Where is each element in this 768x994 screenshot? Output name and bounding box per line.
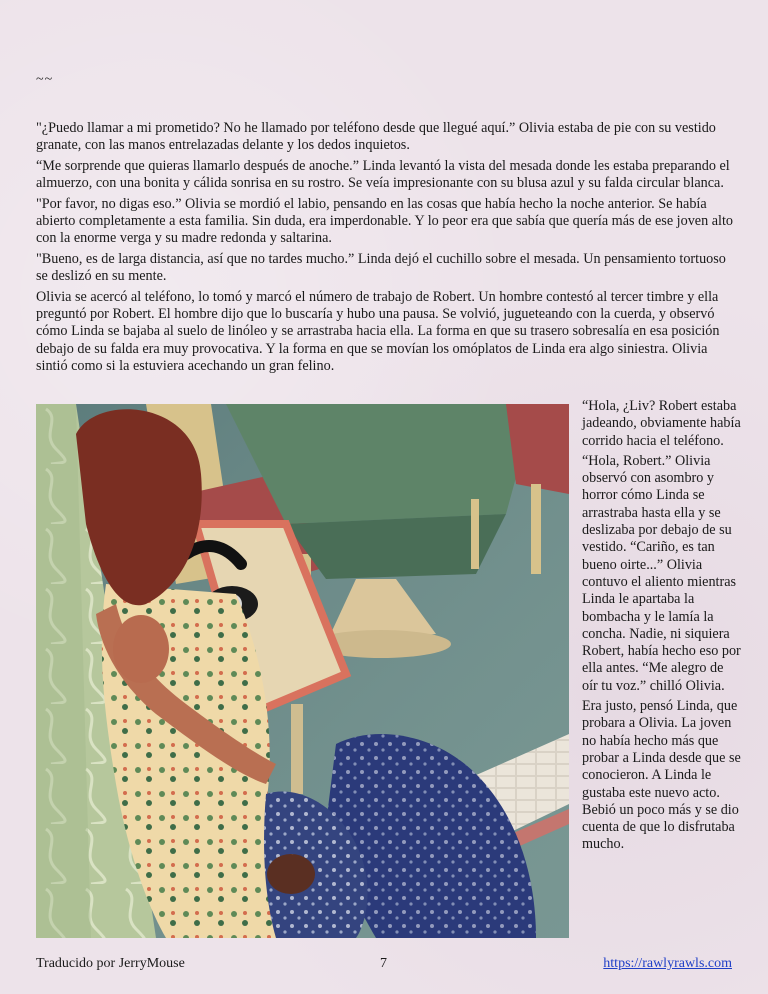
story-text [36, 120, 736, 379]
chair-right-leg [471, 499, 479, 569]
paragraph: "Por favor, no digas eso.” Olivia se mordió el labio, pensando en las cosas que había hecho la noche anterior. Se había abierto completamente a esta familia. Sin duda, era imperdonable. Y lo peor era que sabía que quería más de ese joven alto con la enorme verga y su madre redonda y saltarina. [36, 195, 734, 247]
translator-credit: Traducido por JerryMouse [36, 956, 185, 971]
side-paragraph: Era justo, pensó Linda, que probara a Olivia. La joven no había hecho más que probar a Linda desde que se conocieron. A Linda le gustaba este nuevo acto. Bebió un poco más y se dio cuenta de que lo disfrutaba mucho. [582, 698, 741, 853]
side-paragraph: “Hola, Robert.” Olivia observó con asombro y horror cómo Linda se arrastraba hasta ella y se deslizaba por debajo de su vestido. “Cariño, es tan bueno oirte...” Olivia contuvo el aliento mientras Linda le apartaba la bombacha y le lamía la concha. Nadie, ni siquiera Robert, había hecho eso por ella antes. “Me alegro de oír tu voz.” chilló Olivia. [582, 452, 741, 694]
page-number: 7 [380, 956, 387, 971]
chair-right-leg [531, 484, 541, 574]
paragraph: “Me sorprende que quieras llamarlo después de anoche.” Linda levantó la vista del mesada donde les estaba preparando el almuerzo, con una bonita y cálida sonrisa en su rostro. Se veía impresionante con su blusa azul y su falda circular blanca. [36, 157, 730, 192]
website-link[interactable]: https://rawlyrawls.com [603, 956, 732, 971]
side-column-text [582, 398, 742, 857]
story-illustration [36, 404, 569, 938]
shoulder [113, 615, 169, 683]
paragraph: "Bueno, es de larga distancia, así que no tardes mucho.” Linda dejó el cuchillo sobre el mesada. Un pensamiento tortuoso se deslizó en su mente. [36, 250, 726, 285]
side-paragraph: “Hola, ¿Liv? Robert estaba jadeando, obviamente había corrido hacia el teléfono. [582, 398, 741, 449]
paragraph: Olivia se acercó al teléfono, lo tomó y marcó el número de trabajo de Robert. Un hombre contestó al tercer timbre y ella preguntó por Robert. El hombre dijo que lo buscaría y hubo una pausa. Se volvió, jugueteando con la cuerda, y observó cómo Linda se bajaba al suelo de linóleo y se arrastraba hacia ella. La forma en que su trasero sobresalía en esa posición debajo de su falda era muy provocativa. Y la forma en que se movían los omóplatos de Linda era algo siniestra. Olivia sintió como si la estuviera acechando un gran felino. [36, 288, 720, 375]
paragraph: "¿Puedo llamar a mi prometido? No he llamado por teléfono desde que llegué aquí.” Olivia estaba de pie con su vestido granate, con las manos entrelazadas delante y los dedos inquietos. [36, 120, 716, 154]
page-footer [36, 956, 732, 976]
crawling-head [267, 854, 315, 894]
section-separator: ~~ [36, 72, 54, 87]
stand-leg [291, 704, 303, 794]
illustration-scene [36, 404, 569, 938]
